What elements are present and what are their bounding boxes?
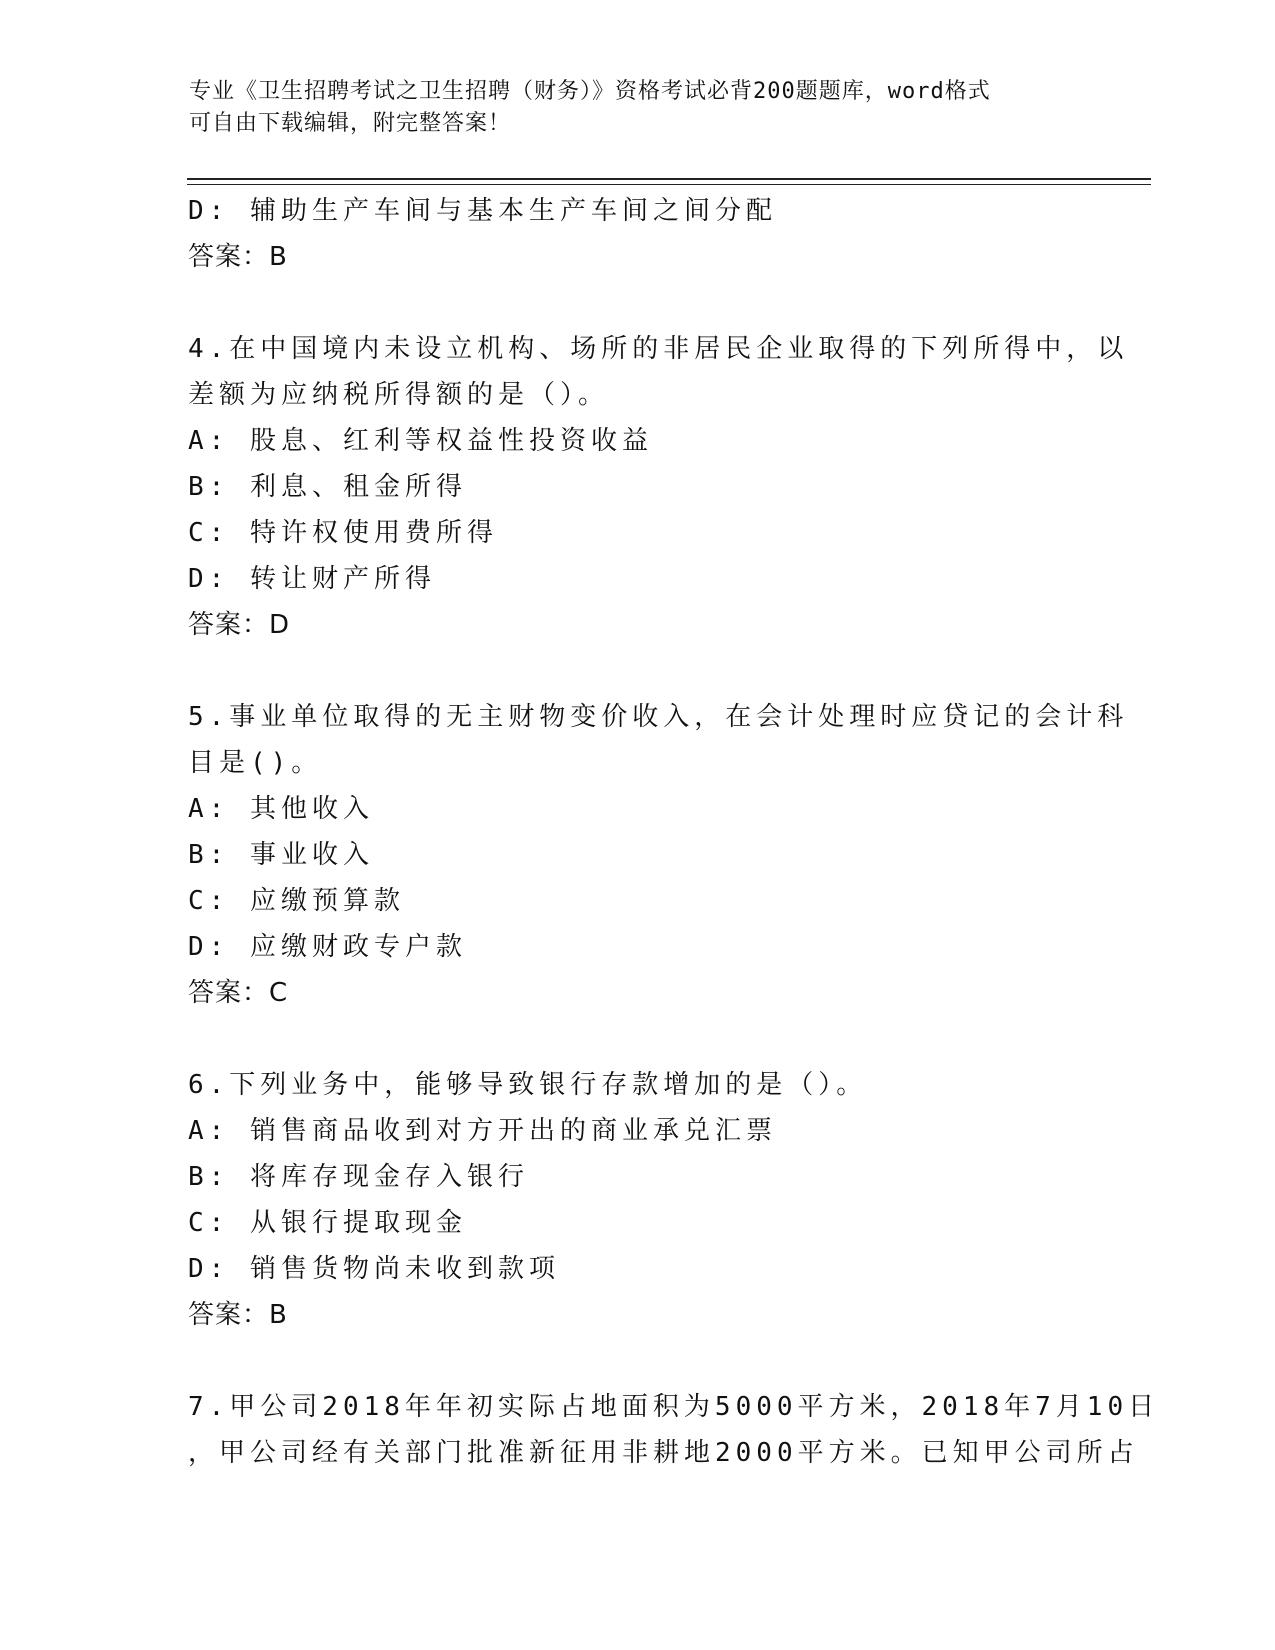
page-header bbox=[189, 76, 1069, 140]
answer-line: 答案：D bbox=[188, 610, 291, 640]
question-block-continued bbox=[188, 188, 1088, 280]
question-stem-line: 4.在中国境内未设立机构、场所的非居民企业取得的下列所得中，以 bbox=[188, 334, 1129, 364]
question-stem-line: ，甲公司经有关部门批准新征用非耕地2000平方米。已知甲公司所占 bbox=[188, 1438, 1139, 1468]
header-divider bbox=[187, 178, 1151, 180]
option-d: D: 辅助生产车间与基本生产车间之间分配 bbox=[188, 196, 777, 226]
option-b: B: 利息、租金所得 bbox=[188, 472, 467, 502]
option-d: D: 销售货物尚未收到款项 bbox=[188, 1254, 560, 1284]
option-a: A: 股息、红利等权益性投资收益 bbox=[188, 426, 653, 456]
question-block-7 bbox=[188, 1384, 1160, 1476]
option-a: A: 销售商品收到对方开出的商业承兑汇票 bbox=[188, 1116, 777, 1146]
header-divider-thin bbox=[187, 184, 1151, 185]
answer-line: 答案：B bbox=[188, 1300, 288, 1330]
question-list bbox=[188, 188, 1160, 1476]
question-stem-line: 目是()。 bbox=[188, 748, 323, 778]
question-stem-line: 5.事业单位取得的无主财物变价收入，在会计处理时应贷记的会计科 bbox=[188, 702, 1129, 732]
option-b: B: 将库存现金存入银行 bbox=[188, 1162, 529, 1192]
option-d: D: 转让财产所得 bbox=[188, 564, 436, 594]
option-c: C: 特许权使用费所得 bbox=[188, 518, 498, 548]
header-title-line-1: 专业《卫生招聘考试之卫生招聘（财务）》资格考试必背200题题库，word格式 bbox=[189, 79, 991, 104]
question-block-6 bbox=[188, 1062, 1088, 1338]
option-d: D: 应缴财政专户款 bbox=[188, 932, 467, 962]
question-stem-line: 6.下列业务中，能够导致银行存款增加的是（）。 bbox=[188, 1070, 868, 1100]
spacer bbox=[188, 648, 1088, 694]
option-a: A: 其他收入 bbox=[188, 794, 374, 824]
spacer bbox=[188, 1016, 1088, 1062]
spacer bbox=[188, 280, 1088, 326]
option-c: C: 应缴预算款 bbox=[188, 886, 405, 916]
question-stem-line: 差额为应纳税所得额的是（）。 bbox=[188, 380, 610, 410]
option-c: C: 从银行提取现金 bbox=[188, 1208, 467, 1238]
answer-line: 答案：B bbox=[188, 242, 288, 272]
answer-line: 答案：C bbox=[188, 978, 289, 1008]
question-block-4 bbox=[188, 326, 1129, 648]
option-b: B: 事业收入 bbox=[188, 840, 374, 870]
header-title-line-2: 可自由下载编辑，附完整答案！ bbox=[189, 111, 512, 136]
question-stem-line: 7.甲公司2018年年初实际占地面积为5000平方米，2018年7月10日 bbox=[188, 1392, 1160, 1422]
spacer bbox=[188, 1338, 1088, 1384]
question-block-5 bbox=[188, 694, 1129, 1016]
